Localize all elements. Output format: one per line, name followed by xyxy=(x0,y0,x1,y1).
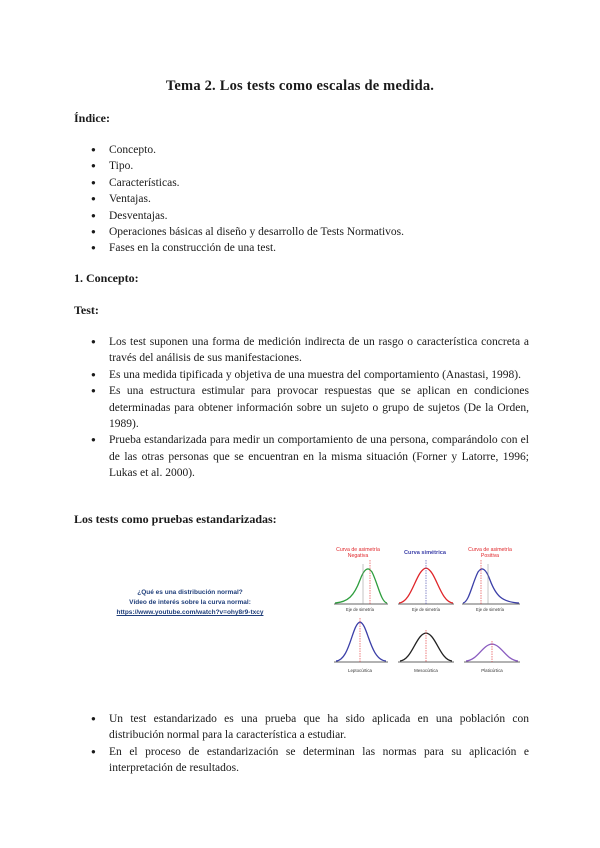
axis-label: Eje de simetría xyxy=(476,607,504,612)
test-heading: Test: xyxy=(74,303,99,317)
negative-curve-title: Curva de asimetría xyxy=(336,547,380,553)
list-item: ● Un test estandarizado es una prueba que ha sido aplicada en una población con distribución normal para la característica a estudiar. xyxy=(74,711,529,744)
axis-label: Eje de simetría xyxy=(412,607,440,612)
video-link[interactable]: https://www.youtube.com/watch?v=ohy8r9-txcy xyxy=(116,609,264,616)
leptokurtic-label: Leptocúrtica xyxy=(348,668,372,673)
mesokurtic-label: Mesocúrtica xyxy=(414,668,438,673)
test-definition-list xyxy=(74,334,529,482)
axis-label: Eje de simetría xyxy=(346,607,374,612)
positive-curve-subtitle: Positiva xyxy=(480,553,500,559)
standardized-list xyxy=(74,711,529,777)
list-item: ● Tipo. xyxy=(74,158,534,174)
negative-curve-subtitle: Negativa xyxy=(347,553,369,559)
platykurtic-label: Platicúrtica xyxy=(481,668,503,673)
index-heading: Índice: xyxy=(74,111,110,125)
page-title: Tema 2. Los tests como escalas de medida. xyxy=(165,78,435,94)
list-item: ● Ventajas. xyxy=(74,191,534,207)
distribution-curves-figure xyxy=(330,544,528,682)
list-item: ● En el proceso de estandarización se determinan las normas para su aplicación e interpretación de resultados. xyxy=(74,744,529,777)
leptokurtic-curve xyxy=(336,622,386,661)
video-note-caption: Vídeo de interés sobre la curva normal: xyxy=(129,599,251,606)
positive-skew-curve xyxy=(463,569,519,603)
list-item: ● Es una estructura estimular para provocar respuestas que se aplican en condiciones determinadas para obtener información sobre un sujeto o grupo de sujetos (De la Orden, 1989). xyxy=(74,383,529,432)
video-note xyxy=(100,588,280,618)
index-list xyxy=(74,142,534,257)
mesokurtic-curve xyxy=(400,633,452,661)
list-item: ● Características. xyxy=(74,175,534,191)
negative-skew-curve xyxy=(335,569,387,603)
list-item: ● Es una medida tipificada y objetiva de una muestra del comportamiento (Anastasi, 1998). xyxy=(74,367,529,383)
list-item: ● Concepto. xyxy=(74,142,534,158)
list-item: ● Fases en la construcción de una test. xyxy=(74,240,534,256)
list-item: ● Desventajas. xyxy=(74,208,534,224)
section-heading-concepto: 1. Concepto: xyxy=(74,271,139,285)
video-note-question: ¿Qué es una distribución normal? xyxy=(137,589,243,596)
list-item: ● Prueba estandarizada para medir un comportamiento de una persona, comparándolo con el de las otras personas que se encuentran en la misma situación (Forner y Latorre, 1996; Lukas et al. 2000). xyxy=(74,432,529,481)
standardized-heading: Los tests como pruebas estandarizadas: xyxy=(74,512,277,526)
list-item: ● Los test suponen una forma de medición indirecta de un rasgo o característica concreta a través del análisis de sus manifestaciones. xyxy=(74,334,529,367)
list-item: ● Operaciones básicas al diseño y desarrollo de Tests Normativos. xyxy=(74,224,534,240)
positive-curve-title: Curva de asimetría xyxy=(468,547,512,553)
symmetric-curve-title: Curva simétrica xyxy=(404,550,446,556)
